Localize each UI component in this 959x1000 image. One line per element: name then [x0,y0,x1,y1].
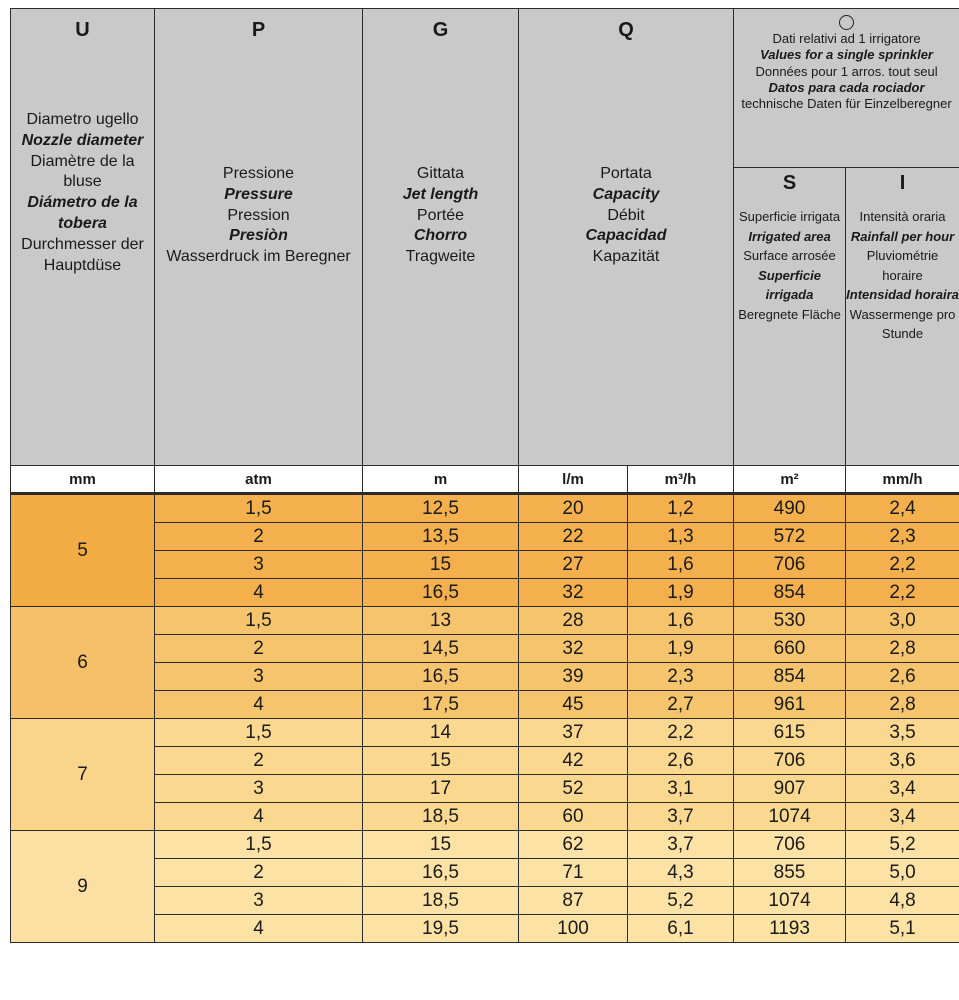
unit-lm: l/m [519,466,628,494]
header-p-line: Pressione [222,165,295,182]
header-p-letter: P [251,19,266,41]
table-cell: 855 [734,859,846,887]
header-g-text [363,164,518,268]
table-cell: 39 [519,663,628,691]
header-i-letter: I [899,172,906,195]
table-cell: 52 [519,775,628,803]
unit-m3h: m³/h [628,466,734,494]
header-p-text [155,164,362,268]
table-cell: 2 [155,635,363,663]
table-cell: 2,3 [628,663,734,691]
table-cell: 14 [363,719,519,747]
header-i-line: Rainfall per hour [850,228,955,244]
table-cell: 660 [734,635,846,663]
diameter-cell: 9 [11,831,155,943]
table-cell: 1,5 [155,831,363,859]
table-cell: 4,3 [628,859,734,887]
table-cell: 3 [155,887,363,915]
header-p [155,9,363,466]
diameter-cell: 7 [11,719,155,831]
table-cell: 1,6 [628,607,734,635]
table-cell: 706 [734,747,846,775]
header-single-line: Datos para cada rociador [768,79,925,95]
table-cell: 60 [519,803,628,831]
table-cell: 572 [734,523,846,551]
table-cell: 71 [519,859,628,887]
table-cell: 961 [734,691,846,719]
table-cell: 15 [363,831,519,859]
header-g-line: Jet length [402,185,479,203]
table-cell: 19,5 [363,915,519,943]
header-g-line: Portée [416,206,465,224]
table-cell: 6,1 [628,915,734,943]
header-q-line: Portata [600,165,652,182]
header-s-line: Superficie irrigata [738,209,841,225]
header-p-line: Presiòn [229,227,288,245]
header-s-line: Irrigated area [748,228,831,244]
table-cell: 3,7 [628,803,734,831]
header-s-line: Beregnete Fläche [738,306,841,322]
table-cell: 3,6 [846,747,959,775]
header-g-line: Tragweite [405,248,476,266]
header-q-line: Kapazität [592,248,660,266]
table-cell: 2,7 [628,691,734,719]
header-i-line: Wassermenge pro Stunde [849,306,956,342]
table-cell: 87 [519,887,628,915]
data-table [10,8,959,943]
table-row [11,494,959,523]
table-cell: 14,5 [363,635,519,663]
header-s-line: Surface arrosée [743,248,836,264]
data-body [11,494,959,943]
unit-m2: m² [734,466,846,494]
table-cell: 62 [519,831,628,859]
header-u-line: Diametro ugello [26,111,139,128]
table-cell: 1074 [734,887,846,915]
table-cell: 490 [734,494,846,523]
table-cell: 706 [734,551,846,579]
table-cell: 854 [734,663,846,691]
header-i [846,168,959,466]
header-g-letter: G [432,19,449,41]
header-s-line: Superficie irrigada [758,267,821,303]
header-q-text [519,164,733,268]
header-q-line: Capacidad [585,227,667,245]
table-cell: 1,9 [628,635,734,663]
header-u-text [11,110,154,276]
table-cell: 17,5 [363,691,519,719]
table-cell: 2,2 [846,579,959,607]
table-cell: 1,9 [628,579,734,607]
header-single-line: technische Daten für Einzelberegner [741,96,952,111]
unit-mmh: mm/h [846,466,959,494]
table-cell: 17 [363,775,519,803]
table-cell: 15 [363,747,519,775]
table-cell: 2 [155,523,363,551]
table-cell: 2 [155,859,363,887]
table-cell: 1193 [734,915,846,943]
header-u [11,9,155,466]
table-cell: 27 [519,551,628,579]
header-g [363,9,519,466]
table-cell: 1,5 [155,494,363,523]
unit-mm: mm [11,466,155,494]
table-cell: 5,1 [846,915,959,943]
table-row [11,831,959,859]
table-cell: 16,5 [363,579,519,607]
table-cell: 4 [155,915,363,943]
table-cell: 1074 [734,803,846,831]
header-i-line: Pluviométrie horaire [866,248,939,283]
circle-icon [839,15,854,30]
table-cell: 18,5 [363,803,519,831]
header-q-line: Débit [607,206,645,224]
header-u-line: Diámetro de la tobera [27,194,138,232]
diameter-cell: 5 [11,494,155,607]
header-u-line: Durchmesser der Hauptdüse [21,235,144,274]
table-row [11,719,959,747]
table-cell: 2,2 [846,551,959,579]
table-cell: 3,5 [846,719,959,747]
table-cell: 907 [734,775,846,803]
table-cell: 15 [363,551,519,579]
table-cell: 37 [519,719,628,747]
table-cell: 3 [155,663,363,691]
header-p-line: Pression [227,206,290,224]
table-cell: 45 [519,691,628,719]
header-i-line: Intensità oraria [859,209,946,225]
table-cell: 1,5 [155,607,363,635]
table-cell: 2,8 [846,691,959,719]
table-cell: 13 [363,607,519,635]
table-cell: 3,0 [846,607,959,635]
table-cell: 12,5 [363,494,519,523]
table-cell: 2,8 [846,635,959,663]
table-cell: 3 [155,551,363,579]
unit-atm: atm [155,466,363,494]
table-cell: 3 [155,775,363,803]
table-cell: 13,5 [363,523,519,551]
table-cell: 20 [519,494,628,523]
table-cell: 42 [519,747,628,775]
table-cell: 3,4 [846,775,959,803]
header-q [519,9,734,466]
header-g-line: Chorro [413,227,468,245]
header-u-letter: U [75,19,90,41]
table-cell: 32 [519,635,628,663]
table-cell: 4 [155,803,363,831]
table-cell: 5,2 [628,887,734,915]
header-single-line: Dati relativi ad 1 irrigatore [772,31,921,46]
header-s [734,168,846,466]
table-cell: 2 [155,747,363,775]
table-cell: 3,7 [628,831,734,859]
header-s-text [734,207,845,324]
header-p-line: Pressure [224,185,293,203]
table-cell: 4 [155,691,363,719]
table-cell: 16,5 [363,859,519,887]
header-i-line: Intensidad horaira [846,287,959,303]
table-cell: 5,2 [846,831,959,859]
header-s-letter: S [782,172,797,195]
table-cell: 615 [734,719,846,747]
table-cell: 1,2 [628,494,734,523]
table-cell: 28 [519,607,628,635]
table-cell: 1,6 [628,551,734,579]
table-row [11,607,959,635]
header-i-text [846,207,959,344]
table-cell: 706 [734,831,846,859]
diameter-cell: 6 [11,607,155,719]
table-cell: 2,2 [628,719,734,747]
header-u-line: Diamètre de la bluse [30,152,135,191]
header-q-line: Capacity [592,185,660,203]
header-p-line: Wasserdruck im Beregner [166,248,351,266]
table-cell: 32 [519,579,628,607]
table-cell: 18,5 [363,887,519,915]
table-cell: 3,4 [846,803,959,831]
table-cell: 854 [734,579,846,607]
table-cell: 22 [519,523,628,551]
units-row [11,466,959,494]
table-cell: 4,8 [846,887,959,915]
table-cell: 530 [734,607,846,635]
table-cell: 1,3 [628,523,734,551]
table-cell: 16,5 [363,663,519,691]
header-g-line: Gittata [416,165,465,182]
unit-m: m [363,466,519,494]
sprinkler-performance-table [10,8,959,998]
header-single-text [734,31,959,112]
table-cell: 2,3 [846,523,959,551]
table-cell: 5,0 [846,859,959,887]
table-cell: 100 [519,915,628,943]
table-cell: 3,1 [628,775,734,803]
header-q-letter: Q [618,19,634,41]
header-u-line: Nozzle diameter [21,131,144,149]
header-single-line: Données pour 1 arros. tout seul [755,63,938,79]
table-cell: 2,6 [628,747,734,775]
table-cell: 1,5 [155,719,363,747]
table-cell: 2,6 [846,663,959,691]
table-cell: 4 [155,579,363,607]
header-single-line: Values for a single sprinkler [760,47,933,63]
table-cell: 2,4 [846,494,959,523]
header-single-sprinkler [734,9,959,168]
